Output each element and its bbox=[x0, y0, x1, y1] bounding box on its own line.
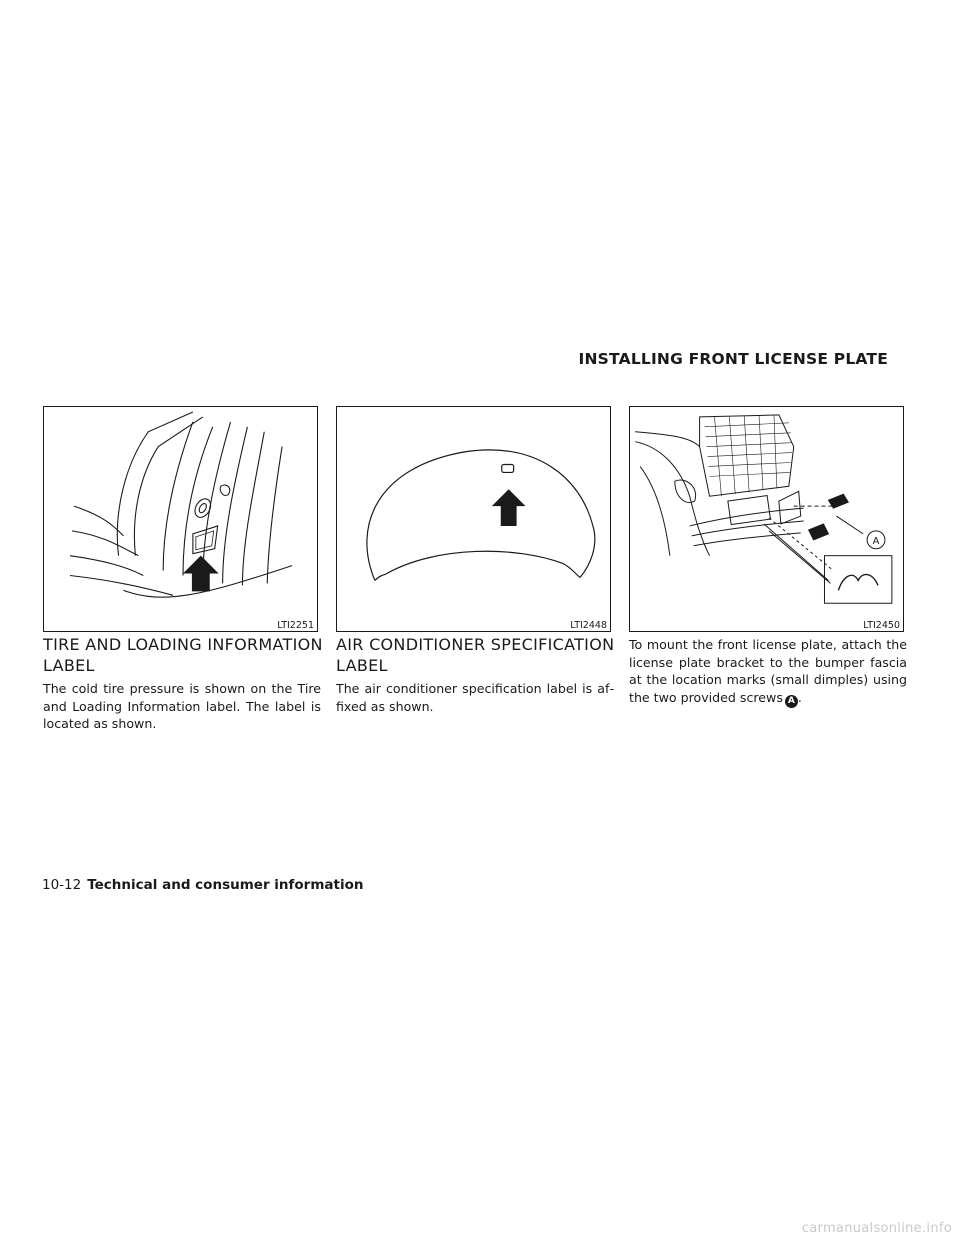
page-number: 10-12 bbox=[42, 877, 82, 893]
figure-code: LTI2450 bbox=[863, 619, 900, 631]
figure-tire-label bbox=[43, 406, 318, 632]
tire-label-text: The cold tire pressure is shown on the Tire and Loading Information label. The label is located as shown. bbox=[43, 681, 321, 731]
hood-label-location-illustration bbox=[337, 407, 610, 631]
figure-code: LTI2448 bbox=[570, 619, 607, 631]
tire-label-heading: TIRE AND LOADING INFORMATION LABEL bbox=[43, 635, 323, 675]
watermark: carmanualsonline.info bbox=[801, 1221, 952, 1236]
callout-label: A bbox=[872, 535, 880, 547]
license-plate-body: To mount the front license plate, attach the license plate bracket to the bumper fascia at the location marks (small dimples) using the two provided screws bbox=[629, 637, 907, 705]
license-bracket-installation-illustration bbox=[630, 407, 903, 631]
figure-ac-label bbox=[336, 406, 611, 632]
ac-label-heading: AIR CONDITIONER SPECIFICATION LABEL bbox=[336, 635, 615, 675]
page-footer bbox=[42, 877, 363, 893]
figure-code: LTI2251 bbox=[277, 619, 314, 631]
sentence-end: . bbox=[797, 689, 802, 705]
license-plate-text bbox=[629, 636, 907, 708]
tire-label-location-illustration bbox=[44, 407, 317, 631]
ac-label-text: The air conditioner specification label is affixed as shown. bbox=[336, 681, 614, 714]
callout-a-icon: A bbox=[785, 695, 798, 708]
chapter-title: Technical and consumer information bbox=[87, 877, 364, 893]
section-heading: INSTALLING FRONT LICENSE PLATE bbox=[578, 350, 888, 368]
figure-license-bracket bbox=[629, 406, 904, 632]
